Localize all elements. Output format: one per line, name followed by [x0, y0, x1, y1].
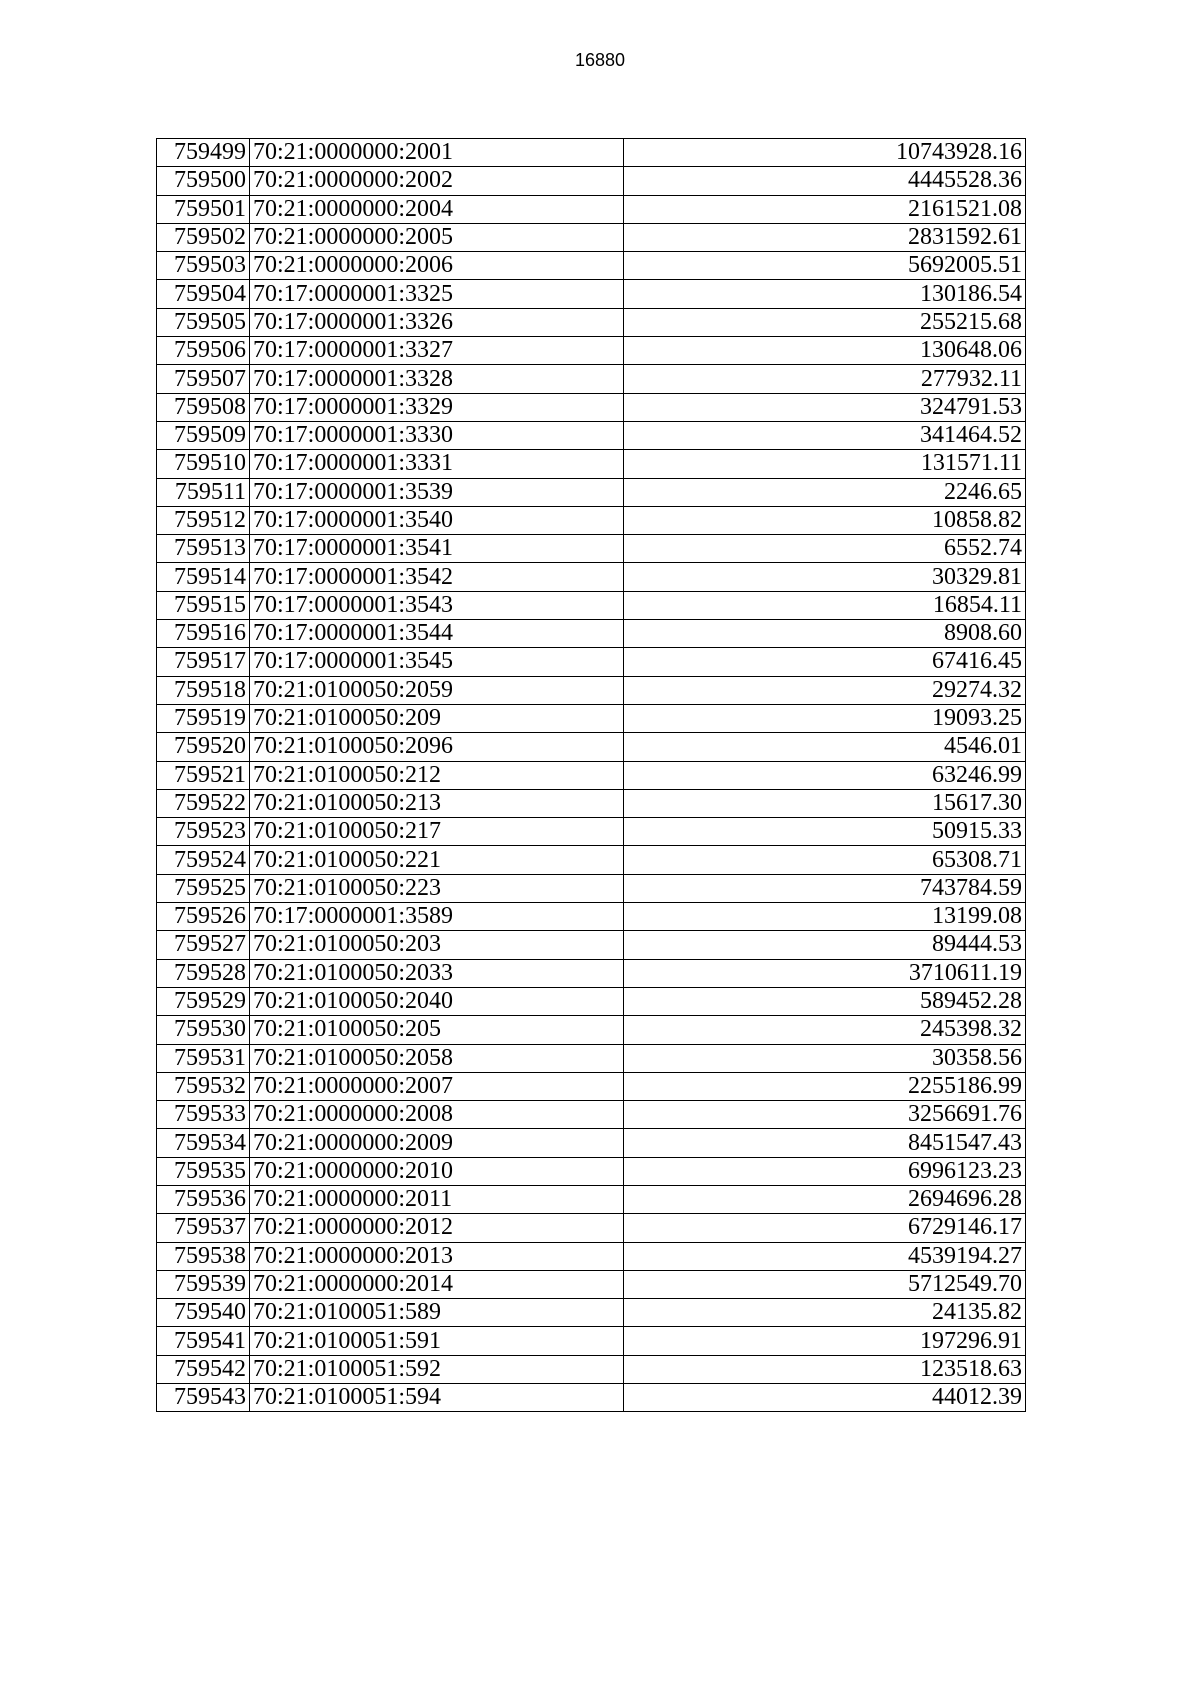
row-number-cell: 759503: [157, 252, 250, 280]
registry-table: [156, 138, 1026, 1412]
table-row: [157, 620, 1026, 648]
cadastral-number-cell: 70:17:0000001:3542: [250, 563, 624, 591]
table-row: [157, 591, 1026, 619]
row-number-cell: 759541: [157, 1327, 250, 1355]
table-row: [157, 1157, 1026, 1185]
row-number-cell: 759509: [157, 421, 250, 449]
table-row: [157, 1101, 1026, 1129]
cadastral-number-cell: 70:21:0100050:221: [250, 846, 624, 874]
value-cell: 50915.33: [624, 818, 1026, 846]
value-cell: 4539194.27: [624, 1242, 1026, 1270]
row-number-cell: 759533: [157, 1101, 250, 1129]
row-number-cell: 759537: [157, 1214, 250, 1242]
row-number-cell: 759505: [157, 308, 250, 336]
page-number: 16880: [574, 50, 626, 70]
table-row: [157, 789, 1026, 817]
row-number-cell: 759523: [157, 818, 250, 846]
table-row: [157, 393, 1026, 421]
table-row: [157, 308, 1026, 336]
cadastral-number-cell: 70:17:0000001:3540: [250, 506, 624, 534]
value-cell: 63246.99: [624, 761, 1026, 789]
row-number-cell: 759522: [157, 789, 250, 817]
value-cell: 67416.45: [624, 648, 1026, 676]
row-number-cell: 759501: [157, 195, 250, 223]
value-cell: 324791.53: [624, 393, 1026, 421]
row-number-cell: 759500: [157, 167, 250, 195]
cadastral-number-cell: 70:17:0000001:3544: [250, 620, 624, 648]
table-row: [157, 987, 1026, 1015]
cadastral-number-cell: 70:21:0100050:209: [250, 704, 624, 732]
value-cell: 13199.08: [624, 903, 1026, 931]
value-cell: 5692005.51: [624, 252, 1026, 280]
cadastral-number-cell: 70:21:0000000:2009: [250, 1129, 624, 1157]
cadastral-number-cell: 70:17:0000001:3330: [250, 421, 624, 449]
table-row: [157, 903, 1026, 931]
cadastral-number-cell: 70:21:0000000:2002: [250, 167, 624, 195]
table-row: [157, 1185, 1026, 1213]
value-cell: 123518.63: [624, 1355, 1026, 1383]
table-row: [157, 1327, 1026, 1355]
row-number-cell: 759516: [157, 620, 250, 648]
cadastral-number-cell: 70:21:0100050:2033: [250, 959, 624, 987]
table-row: [157, 1072, 1026, 1100]
row-number-cell: 759514: [157, 563, 250, 591]
value-cell: 5712549.70: [624, 1270, 1026, 1298]
value-cell: 10858.82: [624, 506, 1026, 534]
table-row: [157, 167, 1026, 195]
cadastral-number-cell: 70:21:0000000:2006: [250, 252, 624, 280]
value-cell: 30329.81: [624, 563, 1026, 591]
cadastral-number-cell: 70:21:0000000:2014: [250, 1270, 624, 1298]
value-cell: 130648.06: [624, 337, 1026, 365]
cadastral-number-cell: 70:21:0100050:2058: [250, 1044, 624, 1072]
table-body: [157, 139, 1026, 1412]
table-row: [157, 1129, 1026, 1157]
value-cell: 131571.11: [624, 450, 1026, 478]
row-number-cell: 759507: [157, 365, 250, 393]
row-number-cell: 759535: [157, 1157, 250, 1185]
row-number-cell: 759527: [157, 931, 250, 959]
table-row: [157, 195, 1026, 223]
cadastral-number-cell: 70:21:0100050:2059: [250, 676, 624, 704]
row-number-cell: 759534: [157, 1129, 250, 1157]
cadastral-number-cell: 70:21:0100051:591: [250, 1327, 624, 1355]
cadastral-number-cell: 70:21:0000000:2010: [250, 1157, 624, 1185]
table-row: [157, 1270, 1026, 1298]
value-cell: 197296.91: [624, 1327, 1026, 1355]
row-number-cell: 759539: [157, 1270, 250, 1298]
table-row: [157, 450, 1026, 478]
table-row: [157, 846, 1026, 874]
value-cell: 255215.68: [624, 308, 1026, 336]
table-row: [157, 1214, 1026, 1242]
row-number-cell: 759515: [157, 591, 250, 619]
cadastral-number-cell: 70:17:0000001:3326: [250, 308, 624, 336]
table-row: [157, 1044, 1026, 1072]
table-row: [157, 337, 1026, 365]
value-cell: 30358.56: [624, 1044, 1026, 1072]
row-number-cell: 759538: [157, 1242, 250, 1270]
cadastral-number-cell: 70:17:0000001:3545: [250, 648, 624, 676]
cadastral-number-cell: 70:21:0000000:2008: [250, 1101, 624, 1129]
row-number-cell: 759536: [157, 1185, 250, 1213]
table-row: [157, 1355, 1026, 1383]
value-cell: 29274.32: [624, 676, 1026, 704]
value-cell: 19093.25: [624, 704, 1026, 732]
table-row: [157, 959, 1026, 987]
value-cell: 6996123.23: [624, 1157, 1026, 1185]
row-number-cell: 759508: [157, 393, 250, 421]
row-number-cell: 759521: [157, 761, 250, 789]
table-row: [157, 648, 1026, 676]
value-cell: 589452.28: [624, 987, 1026, 1015]
table-row: [157, 139, 1026, 167]
value-cell: 2694696.28: [624, 1185, 1026, 1213]
row-number-cell: 759499: [157, 139, 250, 167]
cadastral-number-cell: 70:17:0000001:3589: [250, 903, 624, 931]
value-cell: 16854.11: [624, 591, 1026, 619]
cadastral-number-cell: 70:17:0000001:3328: [250, 365, 624, 393]
value-cell: 3256691.76: [624, 1101, 1026, 1129]
cadastral-number-cell: 70:21:0000000:2012: [250, 1214, 624, 1242]
value-cell: 341464.52: [624, 421, 1026, 449]
table-row: [157, 506, 1026, 534]
cadastral-number-cell: 70:17:0000001:3331: [250, 450, 624, 478]
table-row: [157, 818, 1026, 846]
value-cell: 2161521.08: [624, 195, 1026, 223]
cadastral-number-cell: 70:21:0100050:205: [250, 1016, 624, 1044]
row-number-cell: 759526: [157, 903, 250, 931]
cadastral-number-cell: 70:21:0100051:594: [250, 1384, 624, 1412]
cadastral-number-cell: 70:21:0100050:2040: [250, 987, 624, 1015]
cadastral-number-cell: 70:17:0000001:3327: [250, 337, 624, 365]
row-number-cell: 759528: [157, 959, 250, 987]
table-row: [157, 421, 1026, 449]
table-row: [157, 280, 1026, 308]
cadastral-number-cell: 70:17:0000001:3543: [250, 591, 624, 619]
table-row: [157, 761, 1026, 789]
cadastral-number-cell: 70:17:0000001:3539: [250, 478, 624, 506]
cadastral-number-cell: 70:21:0100050:2096: [250, 733, 624, 761]
cadastral-number-cell: 70:21:0000000:2013: [250, 1242, 624, 1270]
value-cell: 277932.11: [624, 365, 1026, 393]
cadastral-number-cell: 70:21:0100050:217: [250, 818, 624, 846]
row-number-cell: 759506: [157, 337, 250, 365]
value-cell: 89444.53: [624, 931, 1026, 959]
table-row: [157, 704, 1026, 732]
value-cell: 65308.71: [624, 846, 1026, 874]
table-row: [157, 478, 1026, 506]
cadastral-number-cell: 70:21:0100051:592: [250, 1355, 624, 1383]
row-number-cell: 759524: [157, 846, 250, 874]
value-cell: 10743928.16: [624, 139, 1026, 167]
value-cell: 4546.01: [624, 733, 1026, 761]
table-row: [157, 535, 1026, 563]
table-row: [157, 223, 1026, 251]
row-number-cell: 759529: [157, 987, 250, 1015]
table-row: [157, 252, 1026, 280]
value-cell: 4445528.36: [624, 167, 1026, 195]
row-number-cell: 759520: [157, 733, 250, 761]
table-row: [157, 874, 1026, 902]
cadastral-number-cell: 70:21:0100050:223: [250, 874, 624, 902]
row-number-cell: 759543: [157, 1384, 250, 1412]
value-cell: 6729146.17: [624, 1214, 1026, 1242]
row-number-cell: 759513: [157, 535, 250, 563]
table-row: [157, 1299, 1026, 1327]
cadastral-number-cell: 70:21:0000000:2004: [250, 195, 624, 223]
value-cell: 130186.54: [624, 280, 1026, 308]
row-number-cell: 759510: [157, 450, 250, 478]
value-cell: 743784.59: [624, 874, 1026, 902]
row-number-cell: 759519: [157, 704, 250, 732]
value-cell: 8451547.43: [624, 1129, 1026, 1157]
row-number-cell: 759517: [157, 648, 250, 676]
table-row: [157, 1242, 1026, 1270]
value-cell: 24135.82: [624, 1299, 1026, 1327]
row-number-cell: 759504: [157, 280, 250, 308]
value-cell: 2831592.61: [624, 223, 1026, 251]
row-number-cell: 759530: [157, 1016, 250, 1044]
value-cell: 44012.39: [624, 1384, 1026, 1412]
table-row: [157, 676, 1026, 704]
cadastral-number-cell: 70:21:0000000:2001: [250, 139, 624, 167]
table-row: [157, 733, 1026, 761]
table-row: [157, 931, 1026, 959]
cadastral-number-cell: 70:21:0000000:2011: [250, 1185, 624, 1213]
cadastral-number-cell: 70:21:0000000:2007: [250, 1072, 624, 1100]
row-number-cell: 759542: [157, 1355, 250, 1383]
value-cell: 3710611.19: [624, 959, 1026, 987]
cadastral-number-cell: 70:17:0000001:3541: [250, 535, 624, 563]
table-row: [157, 1384, 1026, 1412]
cadastral-number-cell: 70:21:0100050:213: [250, 789, 624, 817]
cadastral-number-cell: 70:21:0100050:203: [250, 931, 624, 959]
table-row: [157, 1016, 1026, 1044]
row-number-cell: 759512: [157, 506, 250, 534]
value-cell: 8908.60: [624, 620, 1026, 648]
row-number-cell: 759531: [157, 1044, 250, 1072]
row-number-cell: 759532: [157, 1072, 250, 1100]
value-cell: 2255186.99: [624, 1072, 1026, 1100]
row-number-cell: 759518: [157, 676, 250, 704]
cadastral-number-cell: 70:21:0100051:589: [250, 1299, 624, 1327]
cadastral-number-cell: 70:21:0100050:212: [250, 761, 624, 789]
row-number-cell: 759525: [157, 874, 250, 902]
cadastral-number-cell: 70:17:0000001:3329: [250, 393, 624, 421]
table-row: [157, 563, 1026, 591]
value-cell: 2246.65: [624, 478, 1026, 506]
row-number-cell: 759502: [157, 223, 250, 251]
table-row: [157, 365, 1026, 393]
value-cell: 245398.32: [624, 1016, 1026, 1044]
value-cell: 15617.30: [624, 789, 1026, 817]
cadastral-number-cell: 70:17:0000001:3325: [250, 280, 624, 308]
row-number-cell: 759511: [157, 478, 250, 506]
value-cell: 6552.74: [624, 535, 1026, 563]
row-number-cell: 759540: [157, 1299, 250, 1327]
cadastral-number-cell: 70:21:0000000:2005: [250, 223, 624, 251]
